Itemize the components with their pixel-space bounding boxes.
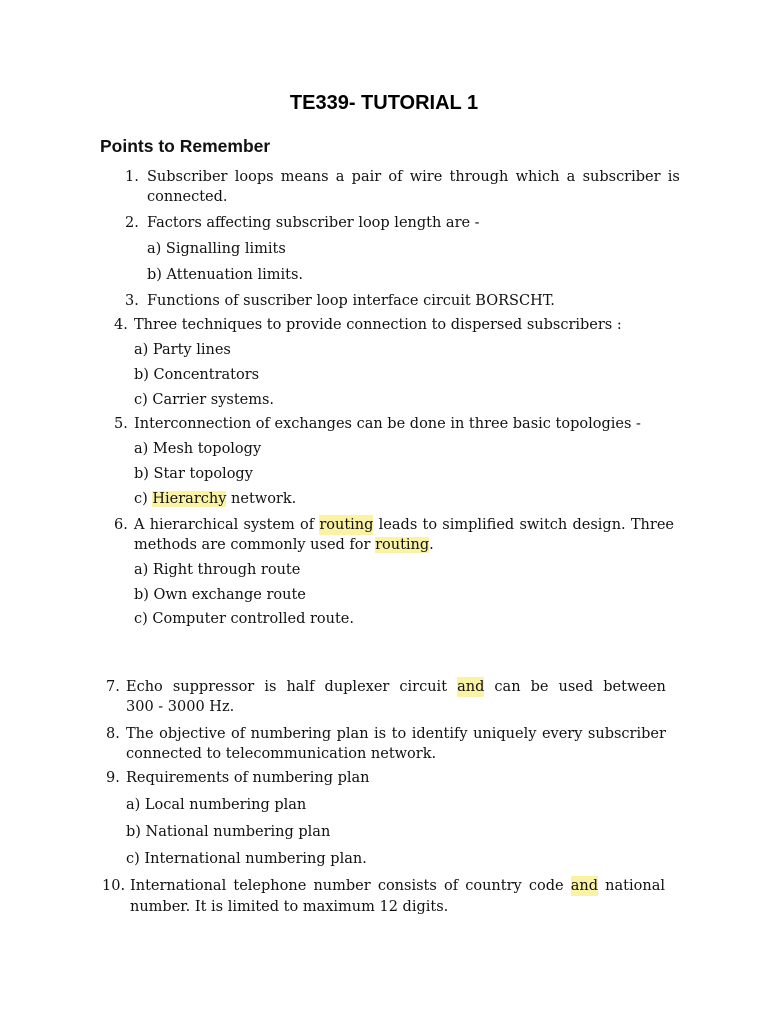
word: simplified (442, 517, 515, 533)
item-number: 2. (125, 215, 139, 231)
sub-item: b) Own exchange route (134, 587, 306, 603)
word: which (515, 169, 560, 185)
item-number: 6. (114, 517, 128, 533)
word: half (286, 679, 315, 695)
item-number: 1. (125, 169, 139, 185)
list-item-8-continuation: connected to telecommunication network. (126, 746, 437, 762)
highlighted-word: and (457, 679, 485, 695)
word: is (374, 726, 387, 742)
sub-item: a) Signalling limits (147, 241, 286, 257)
sub-item: a) Party lines (134, 342, 231, 358)
word: country (465, 878, 522, 894)
word: is (264, 679, 277, 695)
sub-item: c) International numbering plan. (126, 851, 367, 867)
sub-item: b) Star topology (134, 466, 253, 482)
word: plan (336, 726, 369, 742)
word: duplexer (324, 679, 390, 695)
highlighted-word: and (570, 878, 599, 894)
sub-item-text: c) (134, 491, 153, 507)
word: number (313, 878, 371, 894)
list-item-1-continuation: connected. (147, 189, 228, 205)
sub-item: a) Mesh topology (134, 441, 262, 457)
section-heading: Points to Remember (100, 136, 271, 156)
item-text: Factors affecting subscriber loop length are - (147, 215, 480, 231)
word: of (388, 169, 403, 185)
word: A (134, 517, 145, 533)
sub-item: c) Computer controlled route. (134, 611, 354, 627)
list-item-7-continuation: 300 - 3000 Hz. (126, 699, 235, 715)
justified-line (134, 515, 674, 535)
word: pair (351, 169, 382, 185)
highlighted-word: routing (319, 517, 374, 533)
word: Echo (126, 679, 163, 695)
word: code (528, 878, 564, 894)
word: national (605, 878, 665, 894)
item-number: 4. (114, 317, 128, 333)
highlighted-word: routing (375, 537, 430, 553)
word: Subscriber (147, 169, 228, 185)
word: consists (377, 878, 437, 894)
item-number: 7. (106, 679, 120, 695)
item-text: Functions of suscriber loop interface circuit BORSCHT. (147, 293, 555, 309)
justified-line (126, 724, 666, 744)
word: hierarchical (149, 517, 239, 533)
word: circuit (399, 679, 448, 695)
item-number: 10. (102, 878, 126, 894)
sub-item: b) National numbering plan (126, 824, 331, 840)
item-text: methods are commonly used for (134, 537, 376, 553)
item-text: . (429, 537, 434, 553)
word: wire (409, 169, 443, 185)
item-number: 8. (106, 726, 120, 742)
page-title: TE339- TUTORIAL 1 (289, 92, 479, 114)
item-number: 3. (125, 293, 139, 309)
word: design. (572, 517, 626, 533)
sub-item (134, 489, 296, 509)
sub-item: b) Attenuation limits. (147, 267, 304, 283)
word: system (243, 517, 295, 533)
item-number: 9. (106, 770, 120, 786)
word: of (443, 878, 459, 894)
word: of (300, 517, 315, 533)
word: means (280, 169, 329, 185)
justified-line (147, 167, 680, 187)
word: subscriber (582, 169, 661, 185)
word: to (422, 517, 438, 533)
highlighted-word: Hierarchy (152, 491, 227, 507)
word: Three (630, 517, 674, 533)
word: every (541, 726, 583, 742)
list-item-6-continuation (134, 535, 434, 555)
word: uniquely (473, 726, 537, 742)
word: The (126, 726, 154, 742)
item-text: Three techniques to provide connection to dispersed subscribers : (134, 317, 622, 333)
word: can (494, 679, 521, 695)
word: objective (159, 726, 226, 742)
word: subscriber (587, 726, 666, 742)
word: used (558, 679, 594, 695)
word: telephone (233, 878, 307, 894)
item-text: Requirements of numbering plan (126, 770, 370, 786)
word: of (231, 726, 246, 742)
word: switch (519, 517, 568, 533)
justified-line (130, 876, 665, 896)
word: leads (378, 517, 418, 533)
sub-item: a) Local numbering plan (126, 797, 307, 813)
sub-item-text: network. (226, 491, 297, 507)
item-text: Interconnection of exchanges can be done in three basic topologies - (134, 416, 641, 432)
word: suppressor (172, 679, 255, 695)
word: loops (234, 169, 274, 185)
word: to (391, 726, 407, 742)
list-item-10-continuation: number. It is limited to maximum 12 digits. (130, 899, 449, 915)
word: through (449, 169, 509, 185)
word: is (667, 169, 680, 185)
justified-line (126, 677, 666, 697)
word: a (566, 169, 576, 185)
word: be (530, 679, 549, 695)
sub-item: c) Carrier systems. (134, 392, 275, 408)
word: between (603, 679, 666, 695)
word: International (130, 878, 227, 894)
word: a (335, 169, 345, 185)
sub-item: a) Right through route (134, 562, 301, 578)
sub-item: b) Concentrators (134, 367, 260, 383)
item-number: 5. (114, 416, 128, 432)
word: identify (411, 726, 468, 742)
word: numbering (250, 726, 332, 742)
